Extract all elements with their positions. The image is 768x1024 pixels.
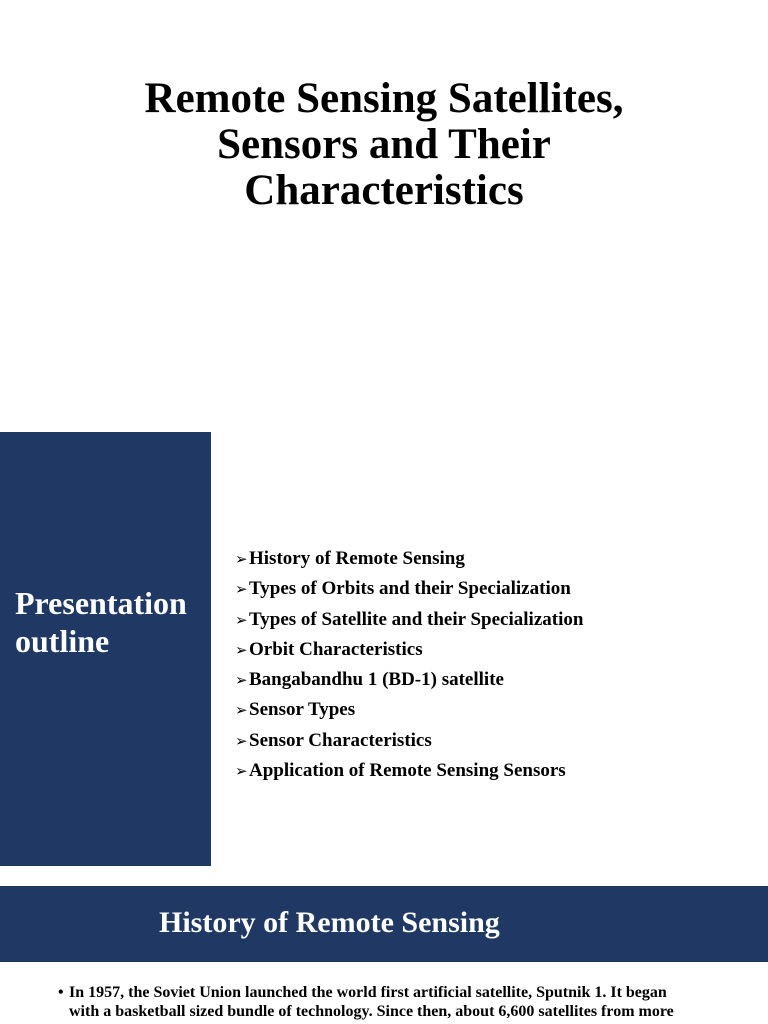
arrow-bullet-icon: ➢ bbox=[235, 731, 248, 750]
outline-item-label: Orbit Characteristics bbox=[249, 638, 423, 660]
presentation-title bbox=[84, 76, 684, 214]
bullet-dot-icon: • bbox=[58, 984, 64, 1001]
outline-item-label: History of Remote Sensing bbox=[249, 548, 465, 569]
title-slide bbox=[0, 0, 768, 420]
history-title: History of Remote Sensing bbox=[159, 906, 500, 939]
arrow-bullet-icon: ➢ bbox=[235, 701, 248, 720]
arrow-bullet-icon: ➢ bbox=[235, 580, 248, 599]
title-line: Remote Sensing Satellites, bbox=[144, 75, 624, 122]
outline-list bbox=[235, 544, 583, 786]
history-line: with a basketball sized bundle of technology. Since then, about 6,600 satellites from more bbox=[69, 1003, 674, 1020]
outline-item bbox=[235, 756, 583, 786]
outline-item-label: Sensor Types bbox=[249, 699, 356, 721]
outline-item bbox=[235, 695, 583, 725]
outline-slide bbox=[0, 432, 768, 868]
outline-heading-line: Presentation bbox=[15, 585, 187, 621]
history-paragraph bbox=[58, 983, 718, 1021]
outline-item bbox=[235, 726, 583, 756]
arrow-bullet-icon: ➢ bbox=[235, 610, 248, 629]
outline-item-label: Types of Satellite and their Specialization bbox=[249, 608, 584, 630]
arrow-bullet-icon: ➢ bbox=[235, 671, 248, 690]
outline-heading-line: outline bbox=[15, 623, 110, 659]
outline-item-label: Types of Orbits and their Specialization bbox=[249, 578, 571, 600]
arrow-bullet-icon: ➢ bbox=[235, 550, 248, 568]
arrow-bullet-icon: ➢ bbox=[235, 762, 248, 781]
title-line: Characteristics bbox=[244, 167, 524, 214]
outline-item bbox=[235, 544, 583, 574]
outline-item bbox=[235, 665, 583, 695]
outline-item-label: Bangabandhu 1 (BD-1) satellite bbox=[249, 669, 504, 691]
outline-heading bbox=[15, 584, 211, 660]
outline-item bbox=[235, 574, 583, 604]
title-line: Sensors and Their bbox=[217, 121, 551, 168]
outline-item-label: Sensor Characteristics bbox=[249, 729, 432, 751]
outline-item-label: Application of Remote Sensing Sensors bbox=[249, 760, 566, 782]
history-banner bbox=[0, 886, 768, 962]
outline-side-panel bbox=[0, 432, 211, 866]
arrow-bullet-icon: ➢ bbox=[235, 640, 248, 659]
history-slide bbox=[0, 886, 768, 1024]
outline-item bbox=[235, 635, 583, 665]
history-line: In 1957, the Soviet Union launched the world first artificial satellite, Sputnik 1. It began bbox=[69, 984, 667, 1001]
outline-item bbox=[235, 605, 583, 635]
